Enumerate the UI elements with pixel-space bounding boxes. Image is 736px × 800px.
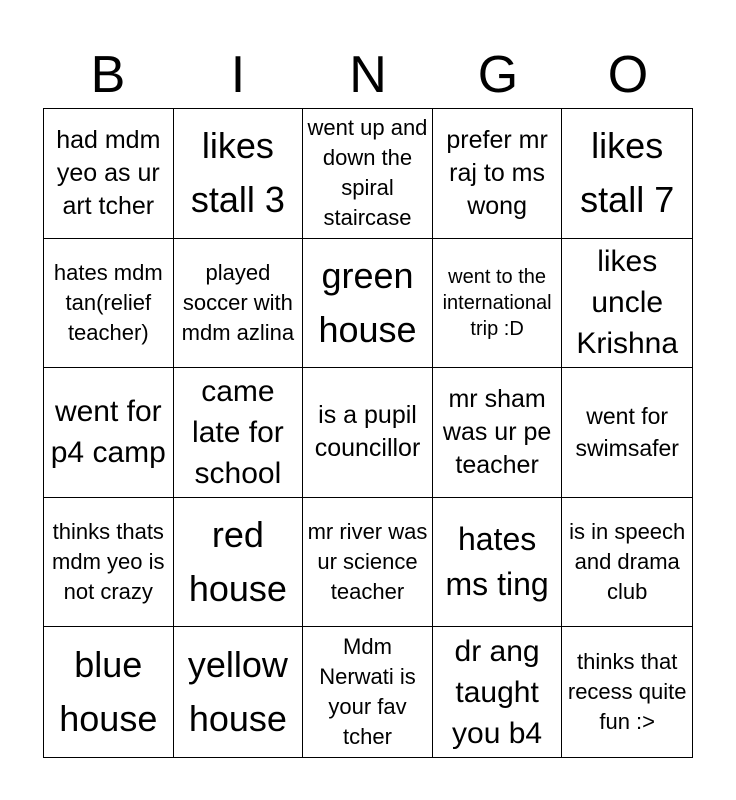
bingo-cell[interactable]: [44, 627, 174, 757]
cell-text: mr sham was ur pe teacher: [442, 384, 552, 479]
cell-text: went up and down the spiral staircase: [307, 115, 428, 231]
cell-text: hates ms ting: [445, 521, 549, 603]
bingo-cell[interactable]: [433, 109, 563, 239]
bingo-cell[interactable]: [174, 368, 304, 498]
header-letter-i: I: [230, 46, 246, 104]
bingo-cell[interactable]: [562, 368, 692, 498]
cell-text: dr ang taught you b4: [452, 634, 543, 750]
cell-text: went for p4 camp: [50, 395, 166, 470]
bingo-cell[interactable]: [174, 498, 304, 628]
header-letter-n: N: [349, 46, 387, 104]
header-letter-o: O: [607, 46, 649, 104]
cell-text: Mdm Nerwati is your fav tcher: [319, 634, 416, 750]
cell-text: prefer mr raj to ms wong: [446, 125, 548, 220]
cell-text: likes uncle Krishna: [576, 245, 679, 361]
header-letter-g: G: [477, 46, 519, 104]
cell-text: went to the international trip :D: [442, 265, 552, 340]
header-letter-b: B: [90, 46, 126, 104]
bingo-cell[interactable]: [562, 498, 692, 628]
bingo-cell[interactable]: [44, 368, 174, 498]
bingo-cell[interactable]: [44, 498, 174, 628]
bingo-cell[interactable]: [174, 239, 304, 369]
bingo-board: [43, 108, 693, 758]
cell-text: thinks thats mdm yeo is not crazy: [52, 519, 165, 605]
bingo-cell[interactable]: [44, 109, 174, 239]
bingo-cell[interactable]: [44, 239, 174, 369]
cell-text: mr river was ur science teacher: [307, 519, 428, 605]
cell-text: came late for school: [192, 374, 284, 490]
bingo-cell[interactable]: [562, 627, 692, 757]
bingo-cell[interactable]: [303, 498, 433, 628]
cell-text: yellow house: [187, 644, 288, 740]
bingo-cell[interactable]: [303, 627, 433, 757]
cell-text: blue house: [59, 644, 158, 740]
bingo-cell[interactable]: [174, 627, 304, 757]
cell-text: likes stall 3: [190, 125, 285, 221]
bingo-header: [43, 40, 693, 108]
bingo-cell[interactable]: [303, 239, 433, 369]
cell-text: is a pupil councillor: [314, 401, 421, 463]
cell-text: went for swimsafer: [575, 403, 679, 462]
cell-text: played soccer with mdm azlina: [181, 259, 295, 345]
bingo-cell[interactable]: [174, 109, 304, 239]
cell-text: is in speech and drama club: [569, 519, 686, 605]
bingo-cell[interactable]: [562, 239, 692, 369]
bingo-cell[interactable]: [303, 109, 433, 239]
bingo-cell[interactable]: [433, 239, 563, 369]
cell-text: green house: [318, 254, 417, 350]
cell-text: red house: [188, 514, 287, 610]
bingo-cell[interactable]: [303, 368, 433, 498]
bingo-cell[interactable]: [433, 627, 563, 757]
cell-text: thinks that recess quite fun :>: [567, 649, 687, 735]
cell-text: had mdm yeo as ur art tcher: [56, 125, 161, 220]
bingo-cell[interactable]: [433, 498, 563, 628]
bingo-cell[interactable]: [433, 368, 563, 498]
cell-text: likes stall 7: [580, 125, 675, 221]
cell-text: hates mdm tan(relief teacher): [53, 259, 163, 345]
bingo-cell[interactable]: [562, 109, 692, 239]
